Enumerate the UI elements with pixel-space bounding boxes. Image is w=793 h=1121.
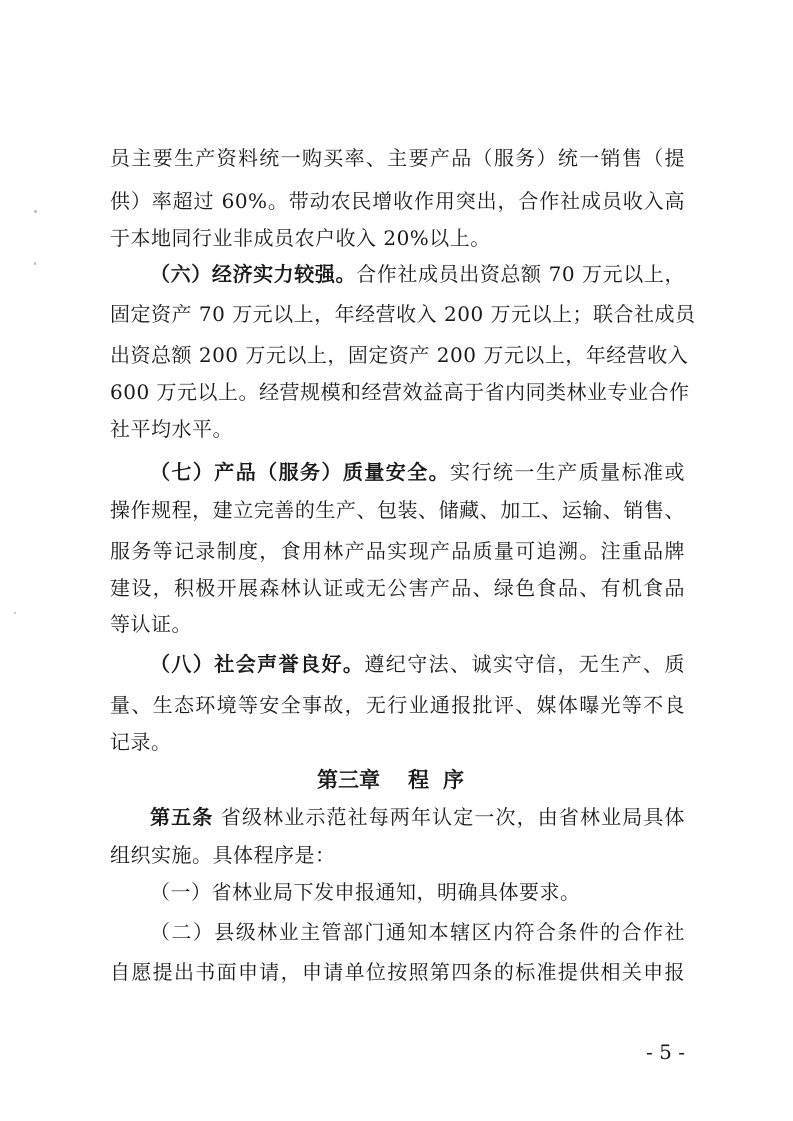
page-number: - 5 - bbox=[646, 1040, 685, 1064]
article-five-first-line bbox=[150, 797, 685, 837]
scan-speck bbox=[34, 262, 36, 265]
line-text: 服务等记录制度，食用林产品实现产品质量可追溯。注重品牌 bbox=[110, 539, 685, 563]
paragraph-line bbox=[110, 294, 696, 334]
paragraph-line bbox=[110, 722, 685, 762]
paragraph-line bbox=[110, 335, 689, 375]
line-text: （二）县级林业主管部门通知本辖区内符合条件的合作社 bbox=[150, 920, 685, 944]
line-text: （一）省林业局下发申报通知，明确具体要求。 bbox=[150, 880, 581, 904]
item-eight-heading: （八）社会声誉良好。 bbox=[150, 652, 365, 676]
line-text: 600 万元以上。经营规模和经营效益高于省内同类林业专业合作 bbox=[110, 380, 690, 404]
line-text: 员主要生产资料统一购买率、主要产品（服务）统一销售（提 bbox=[110, 146, 685, 170]
item-six-heading: （六）经济实力较强。 bbox=[150, 262, 357, 286]
chapter-number: 第三章 bbox=[317, 768, 380, 792]
line-text: 出资总额 200 万元以上，固定资产 200 万元以上，年经营收入 bbox=[110, 343, 689, 367]
line-text: 遵纪守法、诚实守信，无生产、质 bbox=[364, 652, 685, 676]
line-text: 固定资产 70 万元以上，年经营收入 200 万元以上；联合社成员 bbox=[110, 302, 696, 326]
item-seven-first-line bbox=[150, 452, 685, 492]
paragraph-line bbox=[110, 138, 685, 178]
item-seven-heading: （七）产品（服务）质量安全。 bbox=[150, 460, 451, 484]
paragraph-line bbox=[110, 490, 685, 530]
article-five-heading: 第五条 bbox=[150, 805, 214, 829]
paragraph-line bbox=[110, 218, 685, 258]
line-text: 合作社成员出资总额 70 万元以上， bbox=[356, 262, 686, 286]
paragraph-line bbox=[110, 568, 685, 608]
item-eight-first-line bbox=[150, 644, 685, 684]
chapter-title: 程序 bbox=[408, 768, 478, 792]
paragraph-line bbox=[110, 181, 685, 221]
line-text: 社平均水平。 bbox=[110, 417, 233, 441]
procedure-item-one bbox=[150, 872, 685, 912]
paragraph-line bbox=[110, 372, 690, 412]
procedure-item-two bbox=[150, 912, 685, 952]
paragraph-line bbox=[110, 835, 685, 875]
scan-speck bbox=[14, 612, 16, 614]
line-text: 供）率超过 60%。带动农民增收作用突出，合作社成员收入高 bbox=[110, 189, 685, 213]
line-text: 自愿提出书面申请，申请单位按照第四条的标准提供相关申报 bbox=[110, 960, 685, 984]
line-text: 于本地同行业非成员农户收入 20%以上。 bbox=[110, 226, 491, 250]
line-text: 等认证。 bbox=[110, 612, 192, 636]
item-six-first-line bbox=[150, 254, 685, 294]
line-text: 实行统一生产质量标准或 bbox=[450, 460, 685, 484]
line-text: 建设，积极开展森林认证或无公害产品、绿色食品、有机食品 bbox=[110, 576, 685, 600]
paragraph-line bbox=[110, 531, 685, 571]
paragraph-line bbox=[110, 409, 685, 449]
line-text: 记录。 bbox=[110, 730, 172, 754]
scan-speck bbox=[34, 210, 37, 213]
line-text: 操作规程，建立完善的生产、包装、储藏、加工、运输、销售、 bbox=[110, 498, 685, 522]
line-text: 省级林业示范社每两年认定一次，由省林业局具体 bbox=[213, 805, 686, 829]
line-text: 组织实施。具体程序是： bbox=[110, 843, 336, 867]
paragraph-line bbox=[110, 685, 685, 725]
chapter-heading bbox=[110, 760, 685, 800]
paragraph-line bbox=[110, 604, 685, 644]
paragraph-line bbox=[110, 952, 685, 992]
line-text: 量、生态环境等安全事故，无行业通报批评、媒体曝光等不良 bbox=[110, 693, 685, 717]
